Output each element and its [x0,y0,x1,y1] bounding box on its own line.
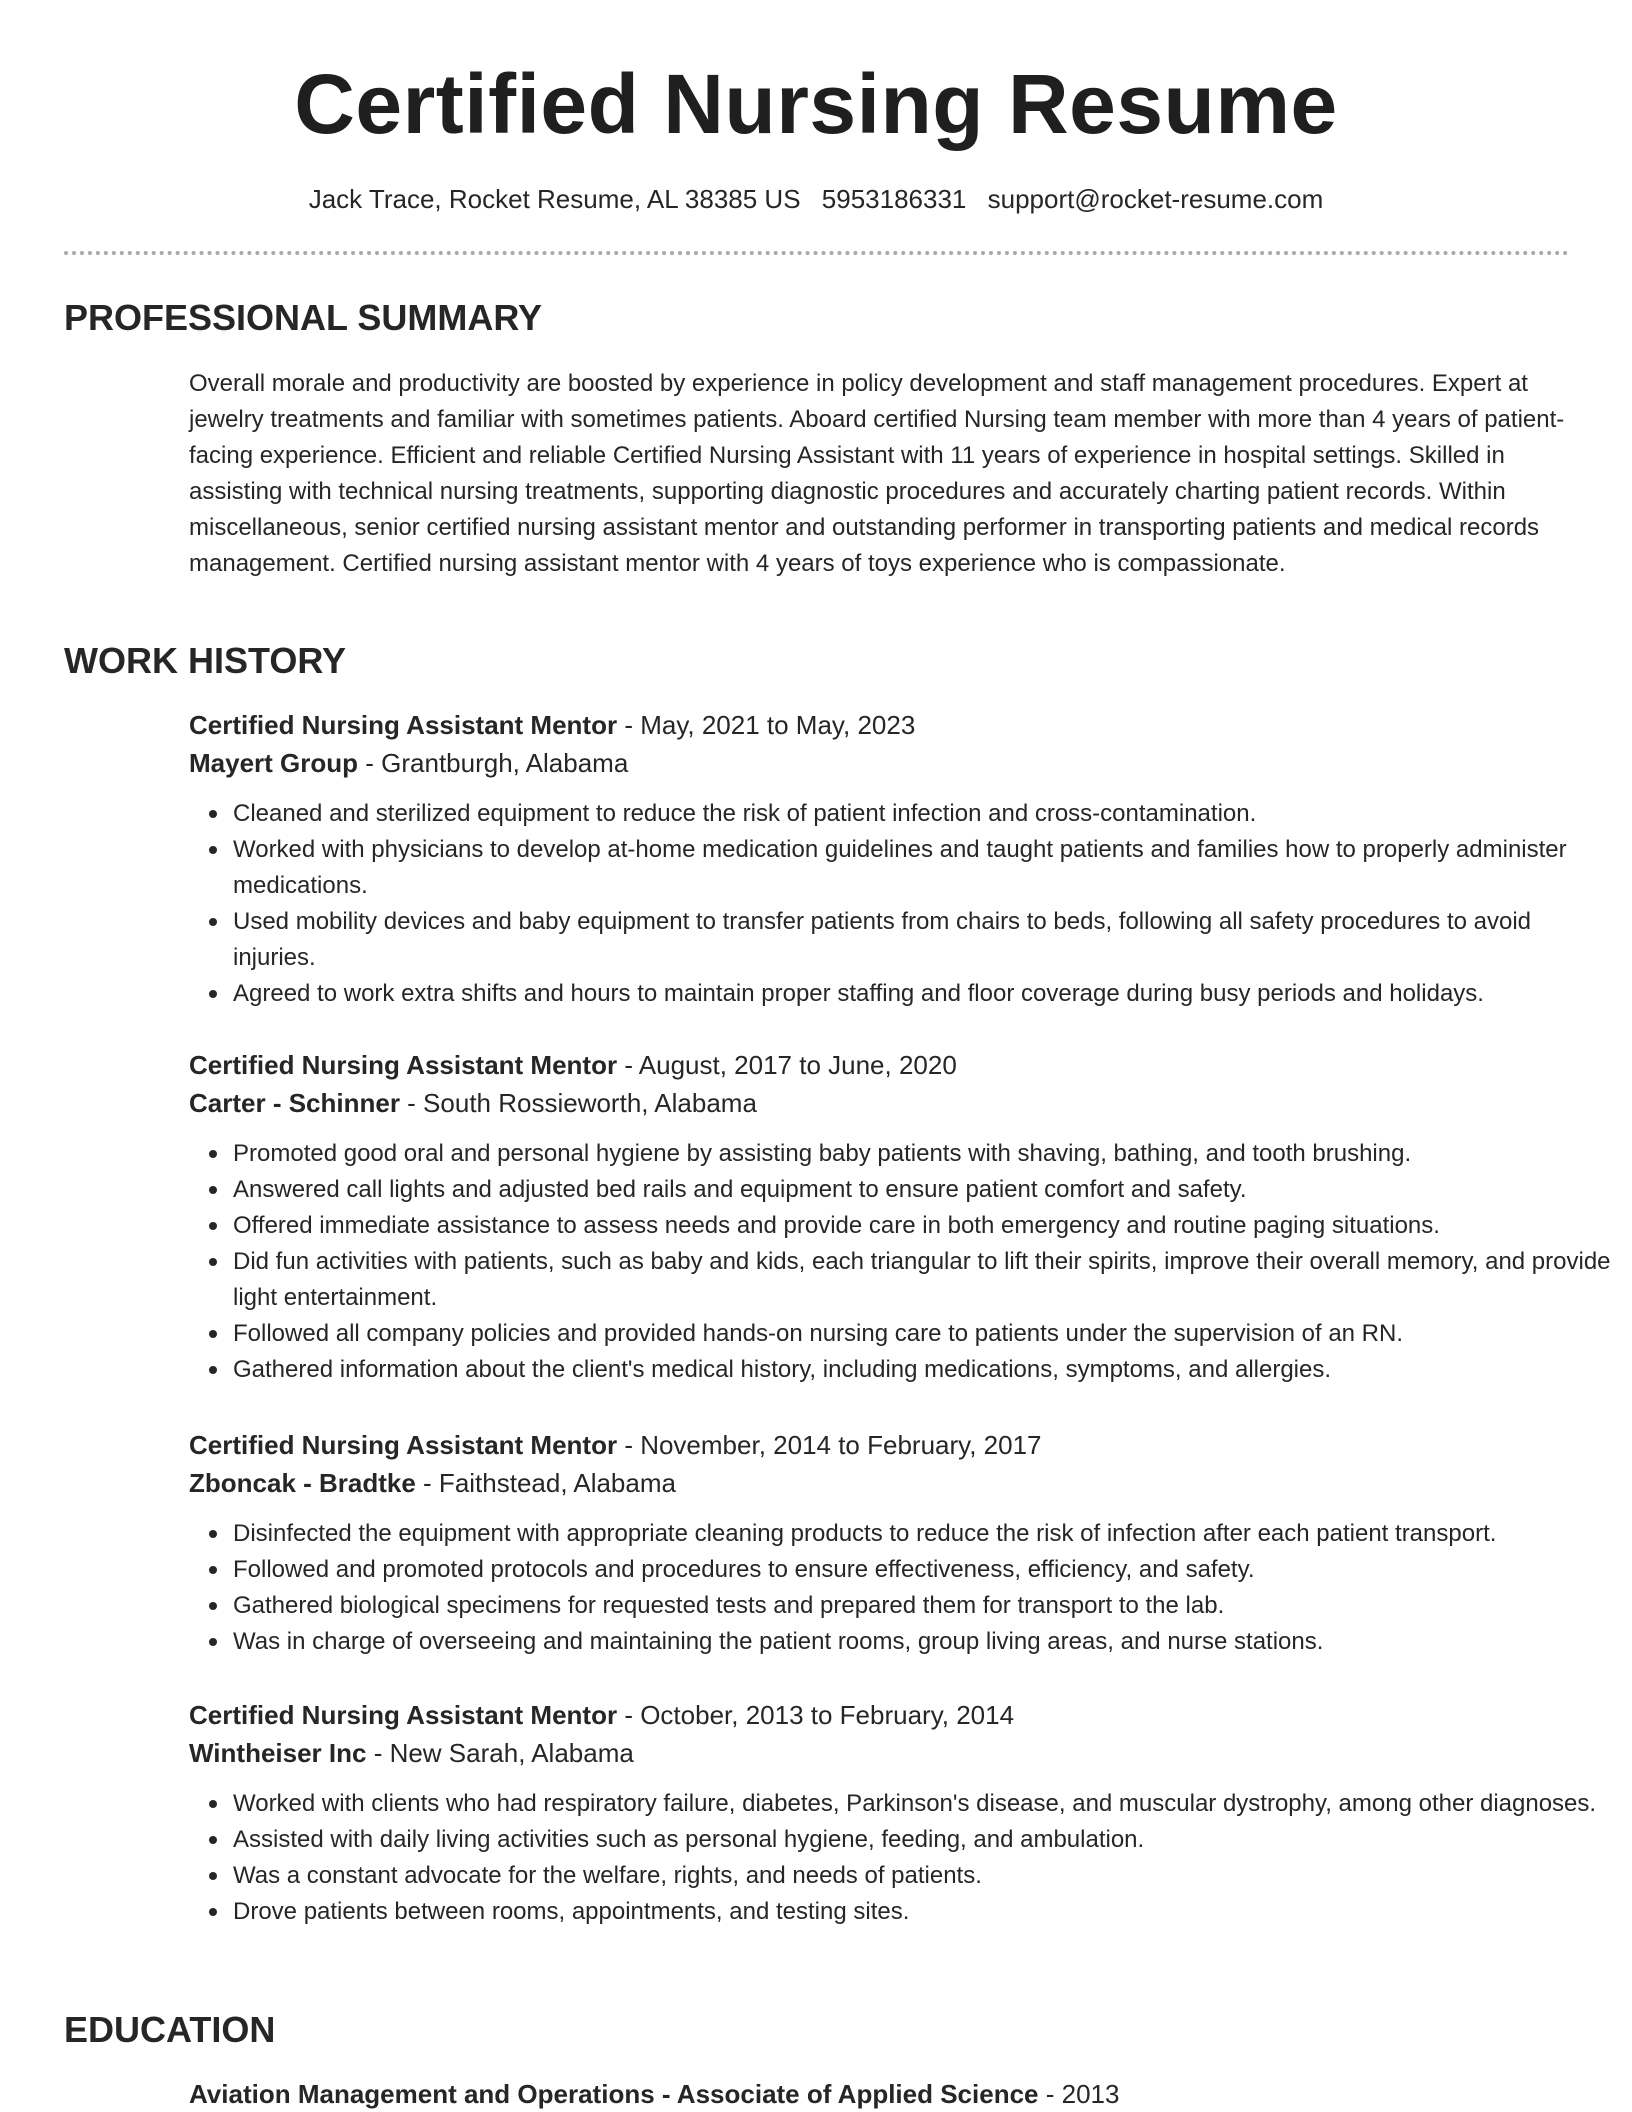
job-bullet: Worked with clients who had respiratory failure, diabetes, Parkinson's disease, and muscular dystrophy, among other diagnoses. [233,1786,1611,1822]
contact-line [0,181,1632,217]
job-title-line [189,706,1589,744]
header-divider [64,251,1569,255]
job-company-line [189,1734,1589,1772]
job-bullet: Used mobility devices and baby equipment to transfer patients from chairs to beds, following all safety procedures to avoid injuries. [233,904,1611,976]
job-dates: - November, 2014 to February, 2017 [617,1430,1042,1460]
contact-phone: 5953186331 [821,184,967,214]
education-heading: EDUCATION [64,2009,276,2050]
contact-email: support@rocket-resume.com [987,184,1324,214]
summary-text: Overall morale and productivity are boosted by experience in policy development and staff management procedures. Expert at jewelry treatments and familiar with sometimes patients. Aboard certified Nursing team member with more than 4 years of patient-facing experience. Efficient and reliable Certified Nursing Assistant with 11 years of experience in hospital settings. Skilled in assisting with technical nursing treatments, supporting diagnostic procedures and accurately charting patient records. Within miscellaneous, senior certified nursing assistant mentor and outstanding performer in transporting patients and medical records management. Certified nursing assistant mentor with 4 years of toys experience who is compassionate. [189,370,1565,577]
job-bullet: Disinfected the equipment with appropriate cleaning products to reduce the risk of infection after each patient transport. [233,1516,1611,1552]
job-entry [189,1696,1597,1930]
job-bullets [189,1516,1589,1660]
job-bullet: Cleaned and sterilized equipment to reduce the risk of patient infection and cross-contamination. [233,796,1611,832]
job-entry [189,1426,1589,1660]
job-bullets [189,796,1589,1012]
job-bullets [189,1786,1597,1930]
job-company: Zboncak - Bradtke [189,1468,416,1498]
education-entry [189,2075,1119,2112]
job-company: Wintheiser Inc [189,1738,367,1768]
job-bullet: Promoted good oral and personal hygiene by assisting baby patients with shaving, bathing, and tooth brushing. [233,1136,1611,1172]
job-entry [189,706,1589,1012]
job-location: - Faithstead, Alabama [415,1468,676,1498]
job-bullet: Did fun activities with patients, such as baby and kids, each triangular to lift their spirits, improve their overall memory, and provide light entertainment. [233,1244,1611,1316]
job-bullet: Followed and promoted protocols and procedures to ensure effectiveness, efficiency, and safety. [233,1552,1611,1588]
job-bullet: Agreed to work extra shifts and hours to maintain proper staffing and floor coverage during busy periods and holidays. [233,976,1611,1012]
job-title-line [189,1426,1589,1464]
job-entry [189,1046,1611,1388]
job-bullet: Assisted with daily living activities such as personal hygiene, feeding, and ambulation. [233,1822,1611,1858]
job-bullet: Gathered information about the client's medical history, including medications, symptoms, and allergies. [233,1352,1611,1388]
job-company-line [189,744,1589,782]
job-bullet: Drove patients between rooms, appointments, and testing sites. [233,1894,1611,1930]
job-bullet: Worked with physicians to develop at-home medication guidelines and taught patients and families how to properly administer medications. [233,832,1611,904]
job-company: Mayert Group [189,748,359,778]
job-company-line [189,1464,1589,1502]
job-bullet: Gathered biological specimens for requested tests and prepared them for transport to the lab. [233,1588,1611,1624]
work-history-heading: WORK HISTORY [64,640,347,681]
contact-address: Jack Trace, Rocket Resume, AL 38385 US [308,184,801,214]
summary-heading: PROFESSIONAL SUMMARY [64,297,543,338]
job-title: Certified Nursing Assistant Mentor [189,1700,618,1730]
job-dates: - May, 2021 to May, 2023 [617,710,916,740]
job-bullet: Offered immediate assistance to assess needs and provide care in both emergency and routine paging situations. [233,1208,1611,1244]
education-degree: Aviation Management and Operations - Associate of Applied Science [189,2079,1039,2109]
job-location: - Grantburgh, Alabama [358,748,629,778]
job-bullet: Answered call lights and adjusted bed rails and equipment to ensure patient comfort and safety. [233,1172,1611,1208]
job-title-line [189,1696,1589,1734]
job-title: Certified Nursing Assistant Mentor [189,1050,618,1080]
job-bullet: Was a constant advocate for the welfare, rights, and needs of patients. [233,1858,1611,1894]
job-title: Certified Nursing Assistant Mentor [189,710,618,740]
job-title: Certified Nursing Assistant Mentor [189,1430,618,1460]
job-dates: - October, 2013 to February, 2014 [617,1700,1015,1730]
job-bullet: Was in charge of overseeing and maintaining the patient rooms, group living areas, and nurse stations. [233,1624,1611,1660]
resume-title: Certified Nursing Resume [294,57,1338,151]
job-bullet: Followed all company policies and provided hands-on nursing care to patients under the supervision of an RN. [233,1316,1611,1352]
job-bullets [189,1136,1611,1388]
job-location: - New Sarah, Alabama [366,1738,634,1768]
job-title-line [189,1046,1589,1084]
job-company-line [189,1084,1589,1122]
job-location: - South Rossieworth, Alabama [399,1088,757,1118]
job-dates: - August, 2017 to June, 2020 [617,1050,957,1080]
job-company: Carter - Schinner [189,1088,400,1118]
education-year: - 2013 [1038,2079,1120,2109]
